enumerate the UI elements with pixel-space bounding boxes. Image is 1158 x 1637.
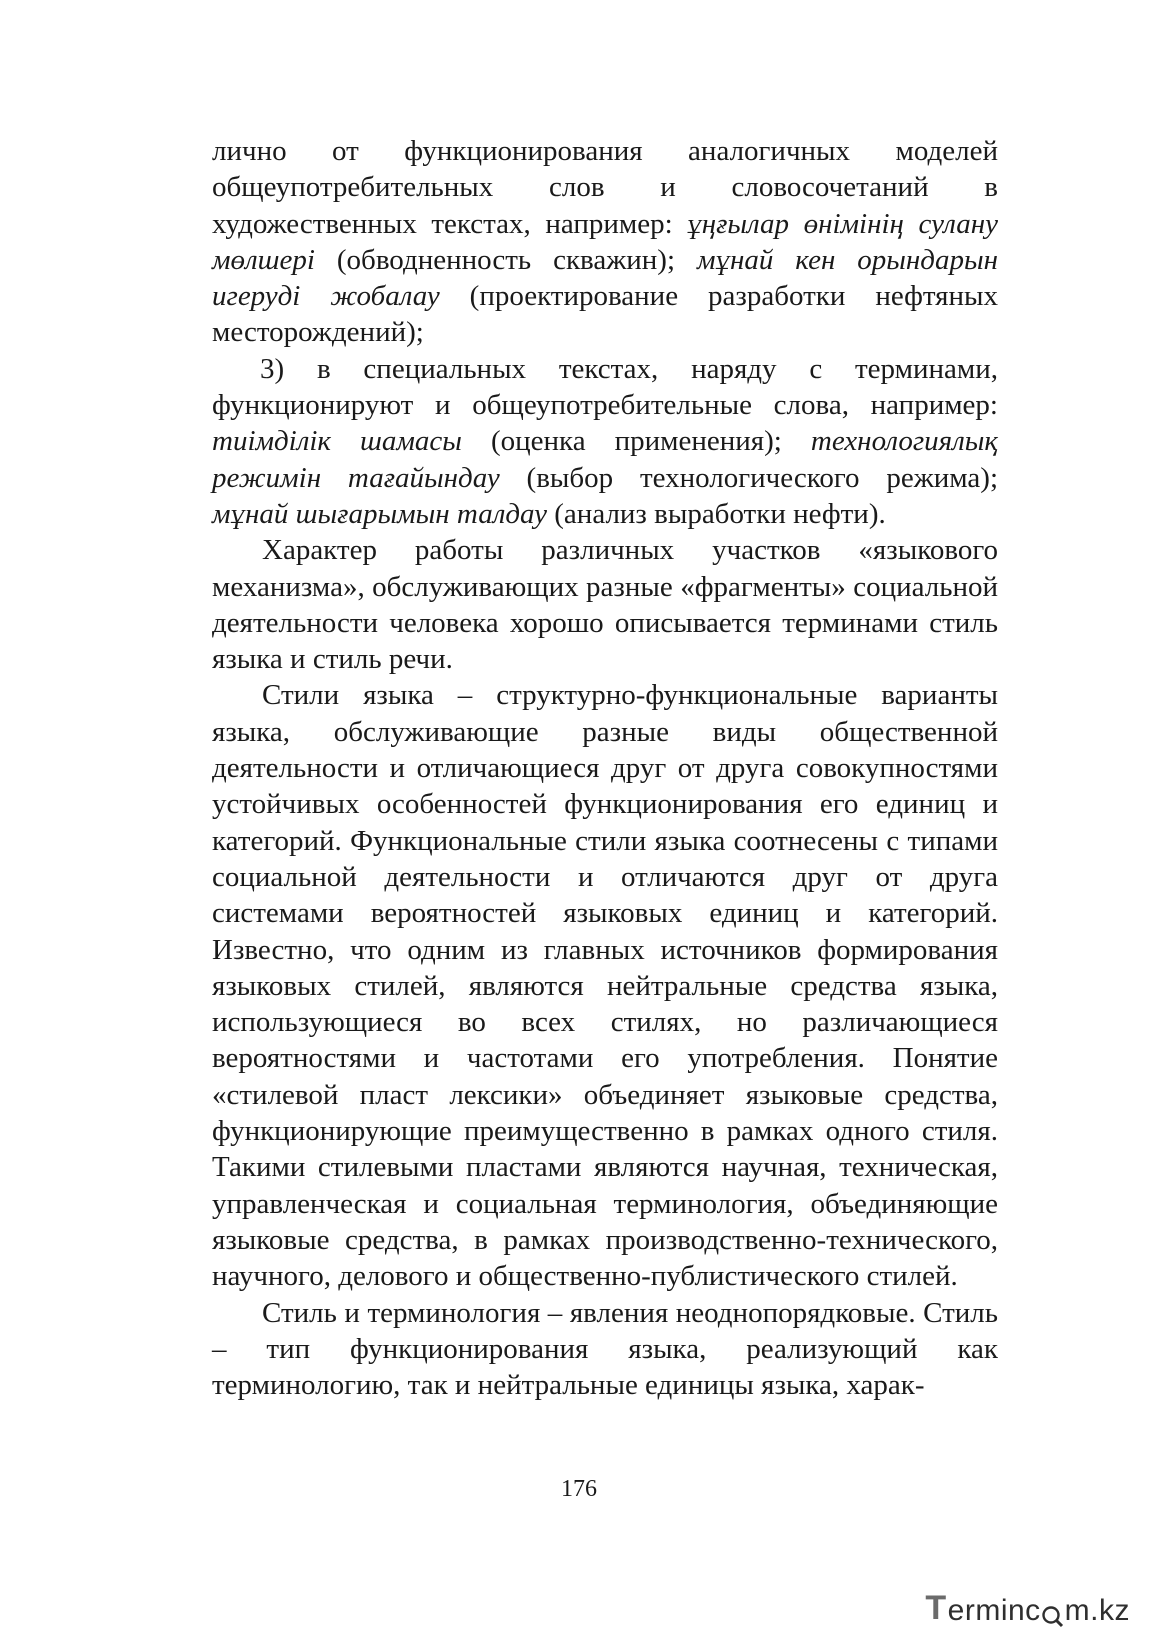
paragraph-1 [212, 133, 998, 351]
italic-term: мұнай кен орындарын игеруді жобалау [212, 243, 998, 313]
italic-term: технологиялық режимін тағайындау [212, 425, 998, 494]
text-run: (проектирование разработки нефтяных месторождений); [212, 280, 998, 349]
magnifier-icon [1042, 1598, 1064, 1628]
italic-term: тиімділік шамасы [212, 425, 462, 458]
watermark-prefix: T [925, 1589, 947, 1627]
text-run: Стиль и терминология – явления неоднопорядковые. Стиль – тип функционирования языка, реализующий как терминологию, так и нейтральные единицы языка, харак- [212, 1296, 998, 1402]
paragraph-4 [212, 677, 998, 1294]
text-run: Характер работы различных участков «языкового механизма», обслуживающих разные «фрагменты» социальной деятельности человека хорошо описывается терминами стиль языка и стиль речи. [212, 534, 998, 676]
page-body [212, 133, 998, 1403]
text-run: (анализ выработки нефти). [547, 497, 886, 530]
italic-term: ұңғылар өнімінің сулану мөлшері [212, 207, 999, 276]
text-run: (обводненность скважин); [314, 243, 697, 276]
watermark-suffix: m.kz [1064, 1594, 1130, 1627]
watermark-logo [925, 1588, 1130, 1628]
paragraph-5 [212, 1295, 998, 1404]
paragraph-2 [212, 351, 998, 532]
text-run: 3) в специальных текстах, наряду с терминами, функционируют и общеупотребительные слова, например: [212, 352, 998, 422]
italic-term: мұнай шығарымын талдау [212, 497, 548, 530]
text-run: (оценка применения); [461, 425, 811, 458]
text-run: (выбор технологического режима); [499, 461, 999, 494]
text-run: Стили языка – структурно-функциональные варианты языка, обслуживающие разные виды общественной деятельности и отличающиеся друг от друга совокупностями устойчивых особенностей функционирования его единиц и категорий. Функциональные стили языка соотнесены с типами социальной деятельности и отличаются друг от друга системами вероятностей языковых единиц и категорий. Известно, что одним из главных источников формирования языковых стилей, являются нейтральные средства языка, использующиеся во всех стилях, но различающиеся вероятностями и частотами его употребления. Понятие «стилевой пласт лексики» объединяет языковые средства, функционирующие преимущественно в рамках одного стиля. Такими стилевыми пластами являются научная, техническая, управленческая и социальная терминология, объединяющие языковые средства, в рамках производственно-технического, научного, делового и общественно-публистического стилей. [212, 679, 998, 1293]
page-number: 176 [561, 1476, 597, 1502]
text-run: лично от функционирования аналогичных моделей общеупотребительных слов и словосочетаний в художественных текстах, например: [212, 135, 998, 240]
paragraph-3 [212, 532, 998, 677]
watermark-middle: erminc [947, 1594, 1041, 1627]
